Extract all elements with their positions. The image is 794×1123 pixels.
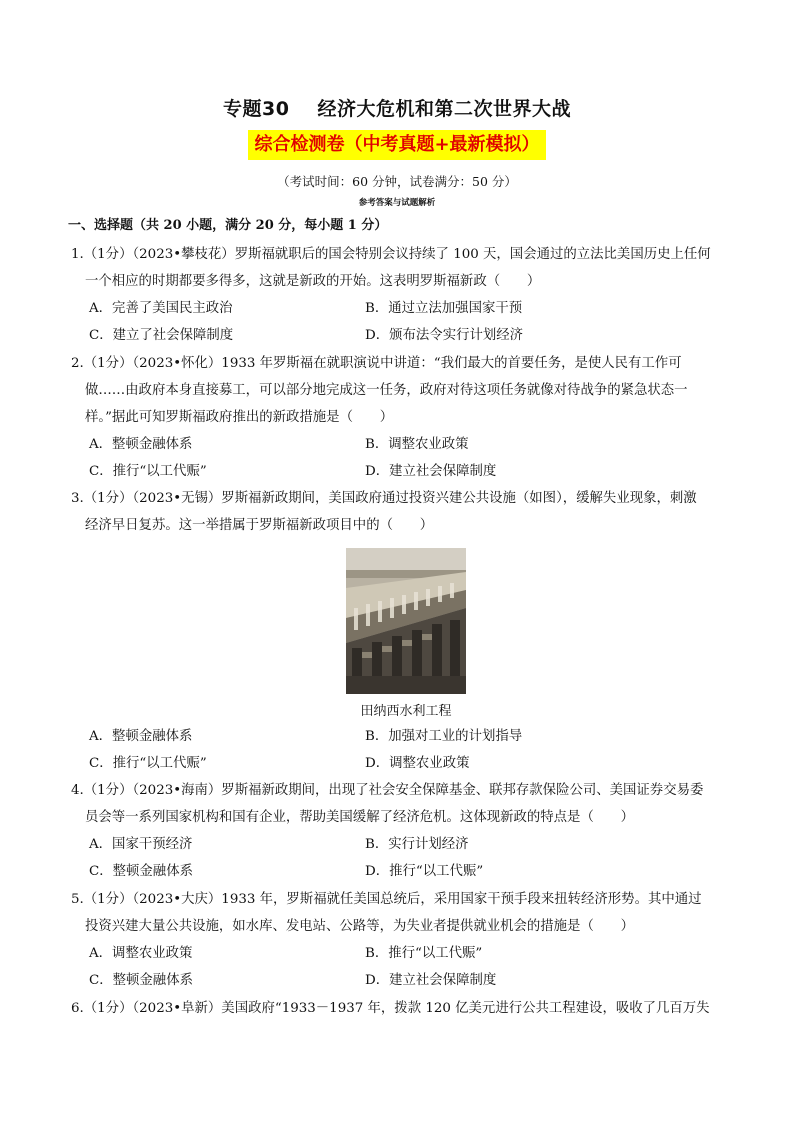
option-a[interactable]: A．调整农业政策 bbox=[89, 946, 193, 961]
question-2-options bbox=[89, 431, 729, 485]
option-a[interactable]: A．整顿金融体系 bbox=[89, 437, 193, 452]
option-c[interactable]: C．整顿金融体系 bbox=[89, 973, 193, 988]
option-a[interactable]: A．完善了美国民主政治 bbox=[89, 301, 233, 316]
option-b[interactable]: B．加强对工业的计划指导 bbox=[365, 729, 523, 744]
option-b[interactable]: B．推行“以工代赈” bbox=[365, 946, 483, 961]
question-stem-line: 投资兴建大量公共设施，如水库、发电站、公路等，为失业者提供就业机会的措施是（ ） bbox=[85, 919, 635, 934]
figure-caption: 田纳西水利工程 bbox=[360, 704, 452, 719]
question-5-options bbox=[89, 940, 729, 994]
question-3-options bbox=[89, 723, 729, 777]
exam-info: （考试时间：60 分钟，试卷满分：50 分） bbox=[277, 174, 517, 189]
question-1 bbox=[71, 241, 725, 295]
question-stem-line: 5.（1分）（2023•大庆）1933 年，罗斯福就任美国总统后，采用国家干预手段来扭转经济形势。其中通过 bbox=[71, 892, 702, 907]
question-stem-line: 3.（1分）（2023•无锡）罗斯福新政期间，美国政府通过投资兴建公共设施（如图），缓解失业现象，刺激 bbox=[71, 491, 697, 506]
answer-note: 参考答案与试题解析 bbox=[358, 198, 436, 208]
option-c[interactable]: C．推行“以工代赈” bbox=[89, 464, 207, 479]
question-stem-line: 做……由政府本身直接募工，可以部分地完成这一任务，政府对待这项任务就像对待战争的紧急状态一 bbox=[85, 383, 688, 398]
question-3 bbox=[71, 485, 725, 539]
question-stem-line: 1.（1分）（2023•攀枝花）罗斯福就职后的国会特别会议持续了 100 天，国会通过的立法比美国历史上任何 bbox=[71, 247, 711, 262]
section-heading: 一、选择题（共 20 小题，满分 20 分，每小题 1 分） bbox=[68, 218, 388, 233]
topic-number: 专题30 bbox=[223, 98, 290, 120]
option-a[interactable]: A．整顿金融体系 bbox=[89, 729, 193, 744]
option-b[interactable]: B．调整农业政策 bbox=[365, 437, 469, 452]
question-4-options bbox=[89, 831, 729, 885]
question-stem-line: 6.（1分）（2023•阜新）美国政府“1933－1937 年，拨款 120 亿美元进行公共工程建设，吸收了几百万失 bbox=[71, 1001, 710, 1016]
question-stem-line: 一个相应的时期都要多得多，这就是新政的开始。这表明罗斯福新政（ ） bbox=[85, 274, 541, 289]
option-b[interactable]: B．实行计划经济 bbox=[365, 837, 469, 852]
option-d[interactable]: D．颁布法令实行计划经济 bbox=[365, 328, 524, 343]
question-5 bbox=[71, 886, 725, 940]
tennessee-dam-illustration bbox=[346, 548, 466, 694]
option-c[interactable]: C．推行“以工代赈” bbox=[89, 756, 207, 771]
option-c[interactable]: C．建立了社会保障制度 bbox=[89, 328, 234, 343]
question-stem-line: 4.（1分）（2023•海南）罗斯福新政期间，出现了社会安全保障基金、联邦存款保险公司、美国证券交易委 bbox=[71, 783, 704, 798]
question-2 bbox=[71, 350, 725, 431]
option-d[interactable]: D．调整农业政策 bbox=[365, 756, 470, 771]
option-d[interactable]: D．推行“以工代赈” bbox=[365, 864, 484, 879]
question-6 bbox=[71, 995, 725, 1022]
exam-subtitle-banner: 综合检测卷（中考真题+最新模拟） bbox=[248, 130, 545, 160]
option-d[interactable]: D．建立社会保障制度 bbox=[365, 464, 497, 479]
question-stem-line: 经济早日复苏。这一举措属于罗斯福新政项目中的（ ） bbox=[85, 518, 434, 533]
question-stem-line: 2.（1分）（2023•怀化）1933 年罗斯福在就职演说中讲道：“我们最大的首要任务，是使人民有工作可 bbox=[71, 356, 682, 371]
option-b[interactable]: B．通过立法加强国家干预 bbox=[365, 301, 523, 316]
question-1-options bbox=[89, 295, 729, 349]
question-stem-line: 样。”据此可知罗斯福政府推出的新政措施是（ ） bbox=[85, 410, 394, 425]
topic-title: 经济大危机和第二次世界大战 bbox=[317, 98, 571, 120]
option-d[interactable]: D．建立社会保障制度 bbox=[365, 973, 497, 988]
question-stem-line: 员会等一系列国家机构和国有企业，帮助美国缓解了经济危机。这体现新政的特点是（ ） bbox=[85, 810, 635, 825]
question-4 bbox=[71, 777, 725, 831]
option-a[interactable]: A．国家干预经济 bbox=[89, 837, 193, 852]
dam-photo bbox=[346, 548, 466, 694]
option-c[interactable]: C．整顿金融体系 bbox=[89, 864, 193, 879]
page-title bbox=[0, 94, 794, 121]
